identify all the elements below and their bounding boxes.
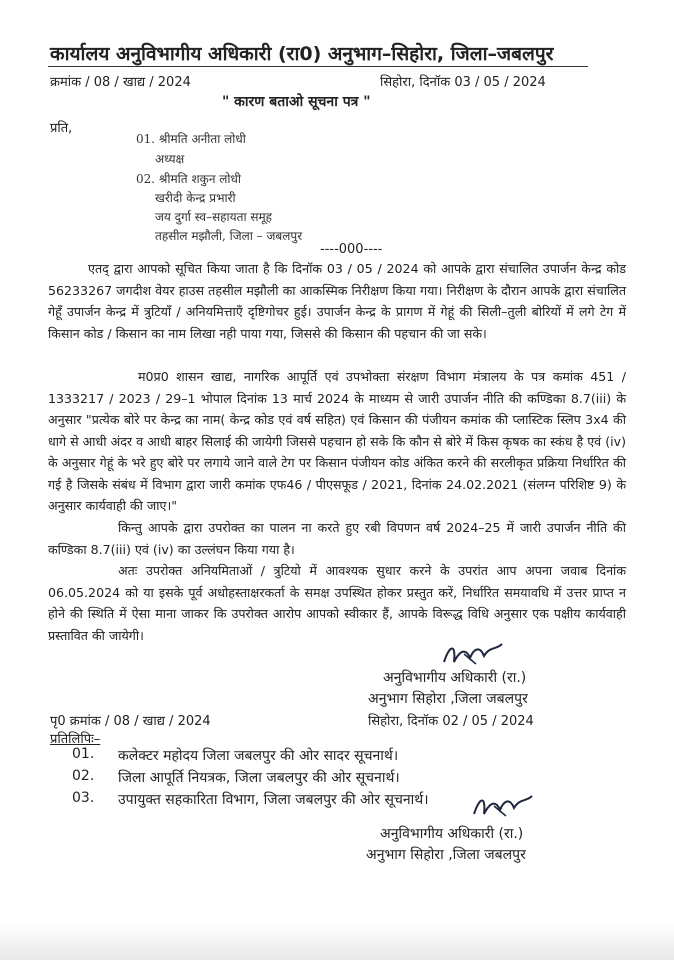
paragraph-reply-deadline: अतः उपरोक्त अनियमिताओं / त्रुटियो में आवश्यक सुधार करने के उपरांत आप अपना जवाब दिनांक 06.05.2024 को या इसके पूर्व अधोहस्ताक्षरकर्ता के समक्ष उपस्थित होकर प्रस्तुत करें, निर्धारित समयावधि में उत्तर प्राप्त न होने की स्थिति में ऐसा माना जाकर कि उपरोक्त आरोप आपको स्वीकार हैं, आपके विरूद्ध विधि अनुसार एक पक्षीय कार्यवाही प्रस्तावित की जायेगी। — [48, 563, 626, 643]
title-underline — [48, 66, 588, 67]
endorsement-ref-number: पृ0 क्रमांक / 08 / खाद्य / 2024 — [50, 714, 211, 729]
separator: ----000---- — [320, 242, 383, 257]
signatory-2-office: अनुभाग सिहोरा ,जिला जबलपुर — [366, 847, 526, 863]
office-title: कार्यालय अनुविभागीय अधिकारी (रा0) अनुभाग–सिहोरा, जिला–जबलपुर — [50, 43, 554, 65]
paragraph-violation: किन्तु आपके द्वारा उपरोक्त का पालन ना करते हुए रबी विपणन वर्ष 2024–25 में जारी उपार्जन नीति की कण्डिका 8.7(iii) एवं (iv) का उल्लंघन किया गया है। — [48, 520, 626, 557]
endorsement-date: सिहोरा, दिनॉक 02 / 05 / 2024 — [368, 714, 534, 729]
to-label: प्रति, — [50, 121, 73, 136]
recipient-2-place: तहसील मझौली, जिला – जबलपुर — [155, 229, 303, 243]
cc-item-number: 03. — [72, 790, 95, 806]
recipient-1-name: 01. श्रीमति अनीता लोधी — [136, 132, 246, 146]
recipient-2-org: जय दुर्गा स्व–सहायता समूह — [155, 210, 273, 224]
cc-item-text: कलेक्टर महोदय जिला जबलपुर की ओर सादर सूचनार्थ। — [118, 748, 399, 764]
reference-number: क्रमांक / 08 / खाद्य / 2024 — [50, 75, 191, 90]
cc-item-text: जिला आपूर्ति नियत्रक, जिला जबलपुर की ओर सूचनार्थ। — [118, 770, 400, 786]
recipient-1-role: अध्यक्ष — [155, 152, 185, 166]
notice-subject: " कारण बताओ सूचना पत्र " — [222, 94, 371, 110]
signature-mark-1 — [440, 640, 510, 670]
signatory-1-office: अनुभाग सिहोरा ,जिला जबलपुर — [368, 691, 528, 707]
paragraph-inspection: एतद् द्वारा आपको सूचित किया जाता है कि दिनॉक 03 / 05 / 2024 को आपके द्वारा संचालित उपार्जन केन्द्र कोड 56233267 जगदीश वेयर हाउस तहसील मझौली का आकस्मिक निरीक्षण किया गया। निरीक्षण के दौरान आपके द्वारा संचालित गेहूँ उपार्जन केन्द्र में त्रुटियॉं / अनियमित्ताएँ दृष्टिगोचर हुई। उपार्जन केन्द्र के प्रागण में गेहूं की सिली–तुली बोरियों में लगे टेग में किसान कोड / किसान का नाम लिखा नही पाया गया, जिससे की किसान की पहचान की जा सके। — [48, 261, 626, 341]
signatory-1-title: अनुविभागीय अधिकारी (रा.) — [383, 670, 527, 686]
cc-item-number: 01. — [72, 746, 95, 762]
cc-item-number: 02. — [72, 768, 95, 784]
cc-label: प्रतिलिपिः– — [50, 732, 101, 747]
signatory-2-title: अनुविभागीय अधिकारी (रा.) — [380, 826, 524, 842]
cc-item-text: उपायुक्त सहकारिता विभाग, जिला जबलपुर की ओर सूचनार्थ। — [118, 792, 429, 808]
page-bottom-shadow — [0, 924, 674, 960]
paragraph-policy: म0प्र0 शासन खाद्य, नागरिक आपूर्ति एवं उपभोक्ता संरक्षण विभाग मंत्रालय के पत्र कमांक 451 / 1333217 / 2023 / 29–1 भोपाल दिनांक 13 मार्च 2024 के माध्यम से जारी उपार्जन नीति की कण्डिका 8.7(iii) के अनुसार "प्रत्येक बोरे पर केन्द्र का नाम( केन्द्र कोड एवं वर्ष सहित) एवं किसान की पंजीयन कमांक की प्लास्टिक स्लिप 3x4 की धागे से आधी अंदर व आधी बाहर सिलाई की जायेगी जिससे पहचान हो सके कि कौन से बोरे में किस कृषक का स्कंध है एवं (iv) के अनुसार गेहूं के भरे हुए बोरे पर लगाये जाने वाले टेग पर किसान पंजीयन कोड अंकित करने की सरलीकृत प्रक्रिया निर्धारित की गई है जिसके संबंध में विभाग द्वारा जारी कमांक एफ46 / पीएसफूड / 2021, दिनांक 24.02.2021 (संलग्न परिशिष्ट 9) के अनुसार कार्यवाही की जाए।" — [48, 369, 626, 513]
recipient-2-role: खरीदी केन्द्र प्रभारी — [155, 191, 236, 205]
issue-date: सिहोरा, दिनॉक 03 / 05 / 2024 — [380, 75, 546, 90]
recipient-2-name: 02. श्रीमति शकुन लोधी — [136, 172, 242, 186]
signature-mark-2 — [470, 790, 540, 822]
